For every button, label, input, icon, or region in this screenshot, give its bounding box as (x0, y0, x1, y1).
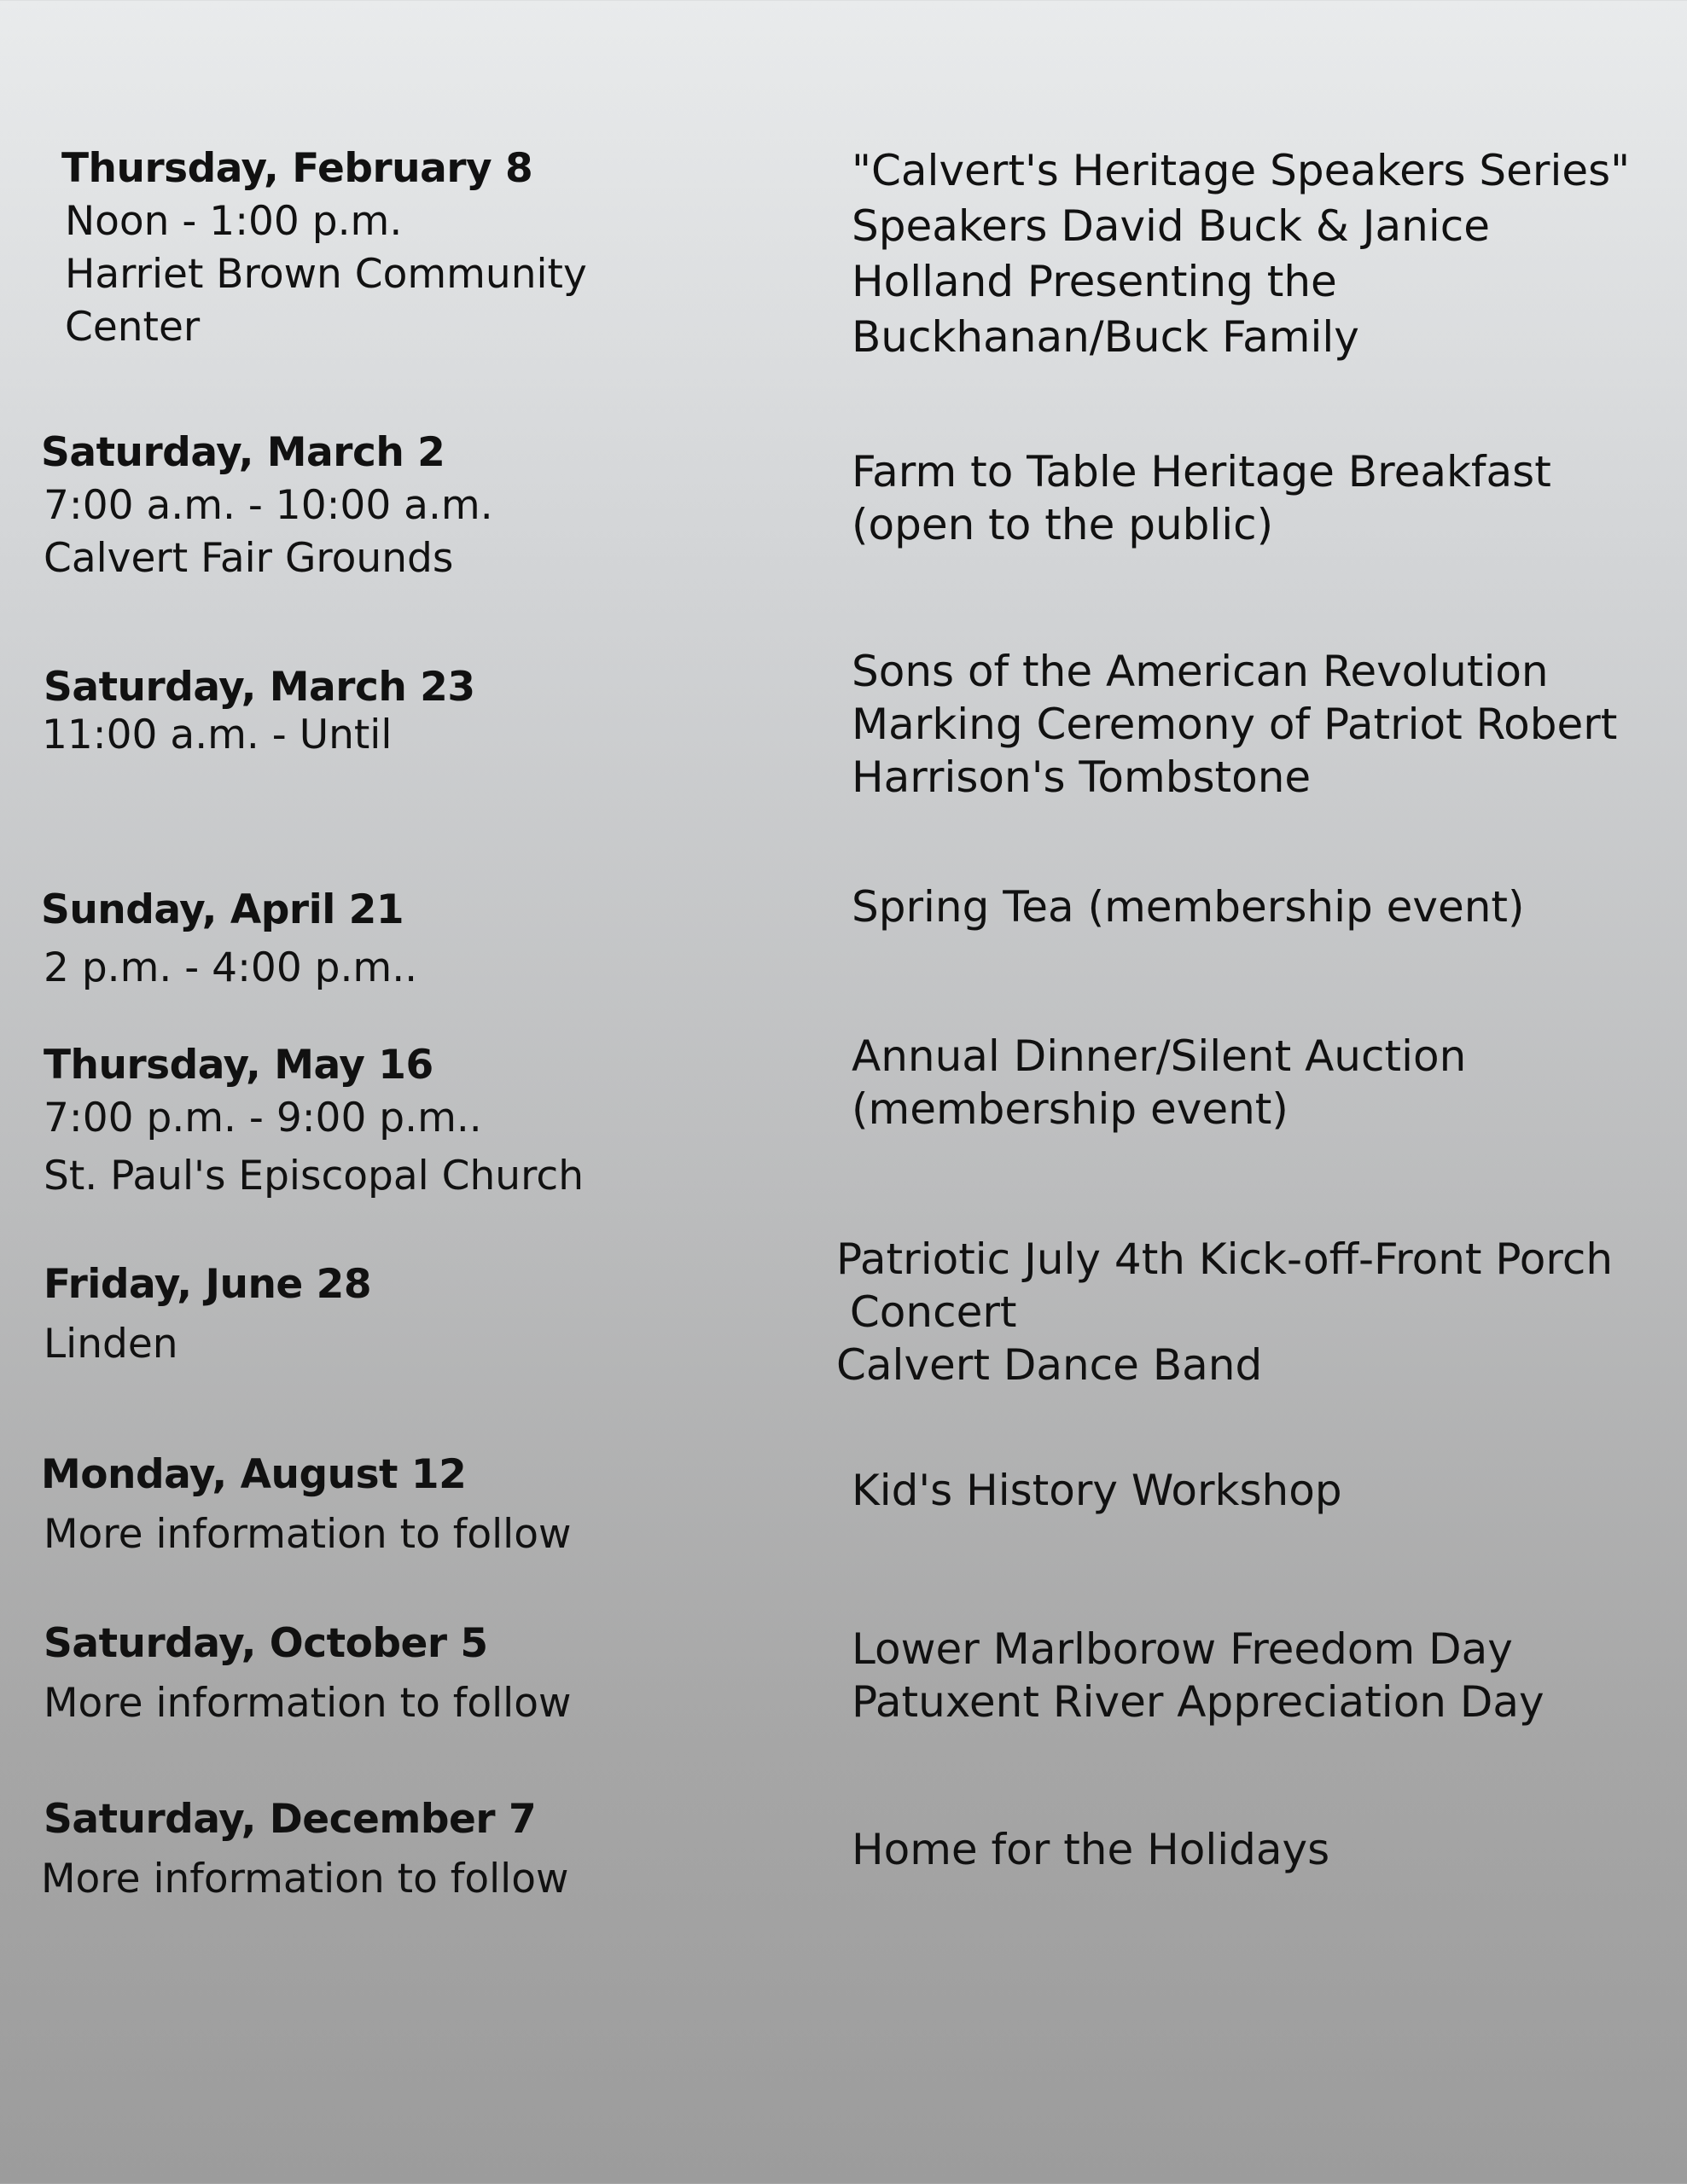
event-date: Thursday, February 8 (61, 145, 533, 192)
event-description-block (852, 880, 1687, 933)
event-description-line: Holland Presenting the (852, 257, 1337, 306)
event-detail: More information to follow (44, 1680, 572, 1727)
event-date: Friday, June 28 (44, 1261, 372, 1308)
event-date-block (44, 1039, 812, 1203)
event-detail: 7:00 a.m. - 10:00 a.m. (44, 482, 493, 529)
event-description-line: Sons of the American Revolution (852, 647, 1549, 696)
event-description-block (852, 143, 1687, 365)
event-description-line: Calvert Dance Band (836, 1340, 1263, 1390)
event-description-line: (open to the public) (852, 500, 1274, 549)
event-date-block (61, 142, 829, 354)
event-description-line: Kid's History Workshop (852, 1466, 1342, 1515)
event-date-block (44, 1618, 812, 1730)
event-description-line: Buckhanan/Buck Family (852, 312, 1359, 362)
event-description-line: Patuxent River Appreciation Day (852, 1677, 1544, 1727)
event-detail: Linden (44, 1321, 178, 1368)
event-description-line: Speakers David Buck & Janice (852, 201, 1490, 251)
event-description-line: Concert (836, 1287, 1017, 1337)
event-description-line: Harrison's Tombstone (852, 752, 1312, 802)
event-date-block (41, 427, 809, 585)
event-detail: More information to follow (41, 1856, 569, 1902)
event-detail: Center (65, 304, 201, 351)
event-description-line: Marking Ceremony of Patriot Robert (852, 700, 1618, 749)
event-description-block (852, 1464, 1687, 1517)
event-description-line: Patriotic July 4th Kick-off-Front Porch (836, 1234, 1614, 1284)
event-description-block (852, 1823, 1687, 1876)
event-date-block (44, 1258, 812, 1371)
event-description-line: Farm to Table Heritage Breakfast (852, 447, 1551, 497)
event-detail: 2 p.m. - 4:00 p.m.. (44, 944, 418, 991)
event-description-block (852, 1623, 1687, 1728)
event-date-block (41, 1449, 809, 1561)
event-description-block (852, 1030, 1687, 1136)
event-detail: 11:00 a.m. - Until (42, 712, 393, 758)
event-detail: Calvert Fair Grounds (44, 535, 454, 582)
event-date: Saturday, March 2 (41, 429, 445, 476)
event-description-block (836, 1233, 1687, 1391)
event-date: Sunday, April 21 (41, 886, 404, 933)
event-description-line: "Calvert's Heritage Speakers Series" (852, 146, 1631, 195)
event-date: Saturday, March 23 (44, 664, 475, 711)
event-date: Saturday, December 7 (44, 1796, 537, 1843)
event-description-line: (membership event) (852, 1084, 1289, 1134)
event-detail: More information to follow (44, 1511, 572, 1558)
event-description-line: Lower Marlborow Freedom Day (852, 1624, 1513, 1674)
event-detail: Harriet Brown Community (65, 251, 587, 298)
event-date-block (41, 1793, 812, 1906)
event-date: Monday, August 12 (41, 1451, 467, 1498)
event-detail: 7:00 p.m. - 9:00 p.m.. (44, 1095, 482, 1141)
event-detail: St. Paul's Episcopal Church (44, 1153, 584, 1199)
event-description-line: Spring Tea (membership event) (852, 882, 1525, 932)
event-description-line: Annual Dinner/Silent Auction (852, 1031, 1467, 1081)
event-date: Saturday, October 5 (44, 1620, 488, 1667)
event-date-block (41, 884, 809, 995)
event-detail: Noon - 1:00 p.m. (65, 198, 403, 245)
event-description-line: Home for the Holidays (852, 1825, 1330, 1874)
event-date-block (44, 661, 812, 757)
event-date: Thursday, May 16 (44, 1042, 433, 1089)
event-description-block (852, 445, 1687, 551)
event-description-block (852, 645, 1687, 804)
